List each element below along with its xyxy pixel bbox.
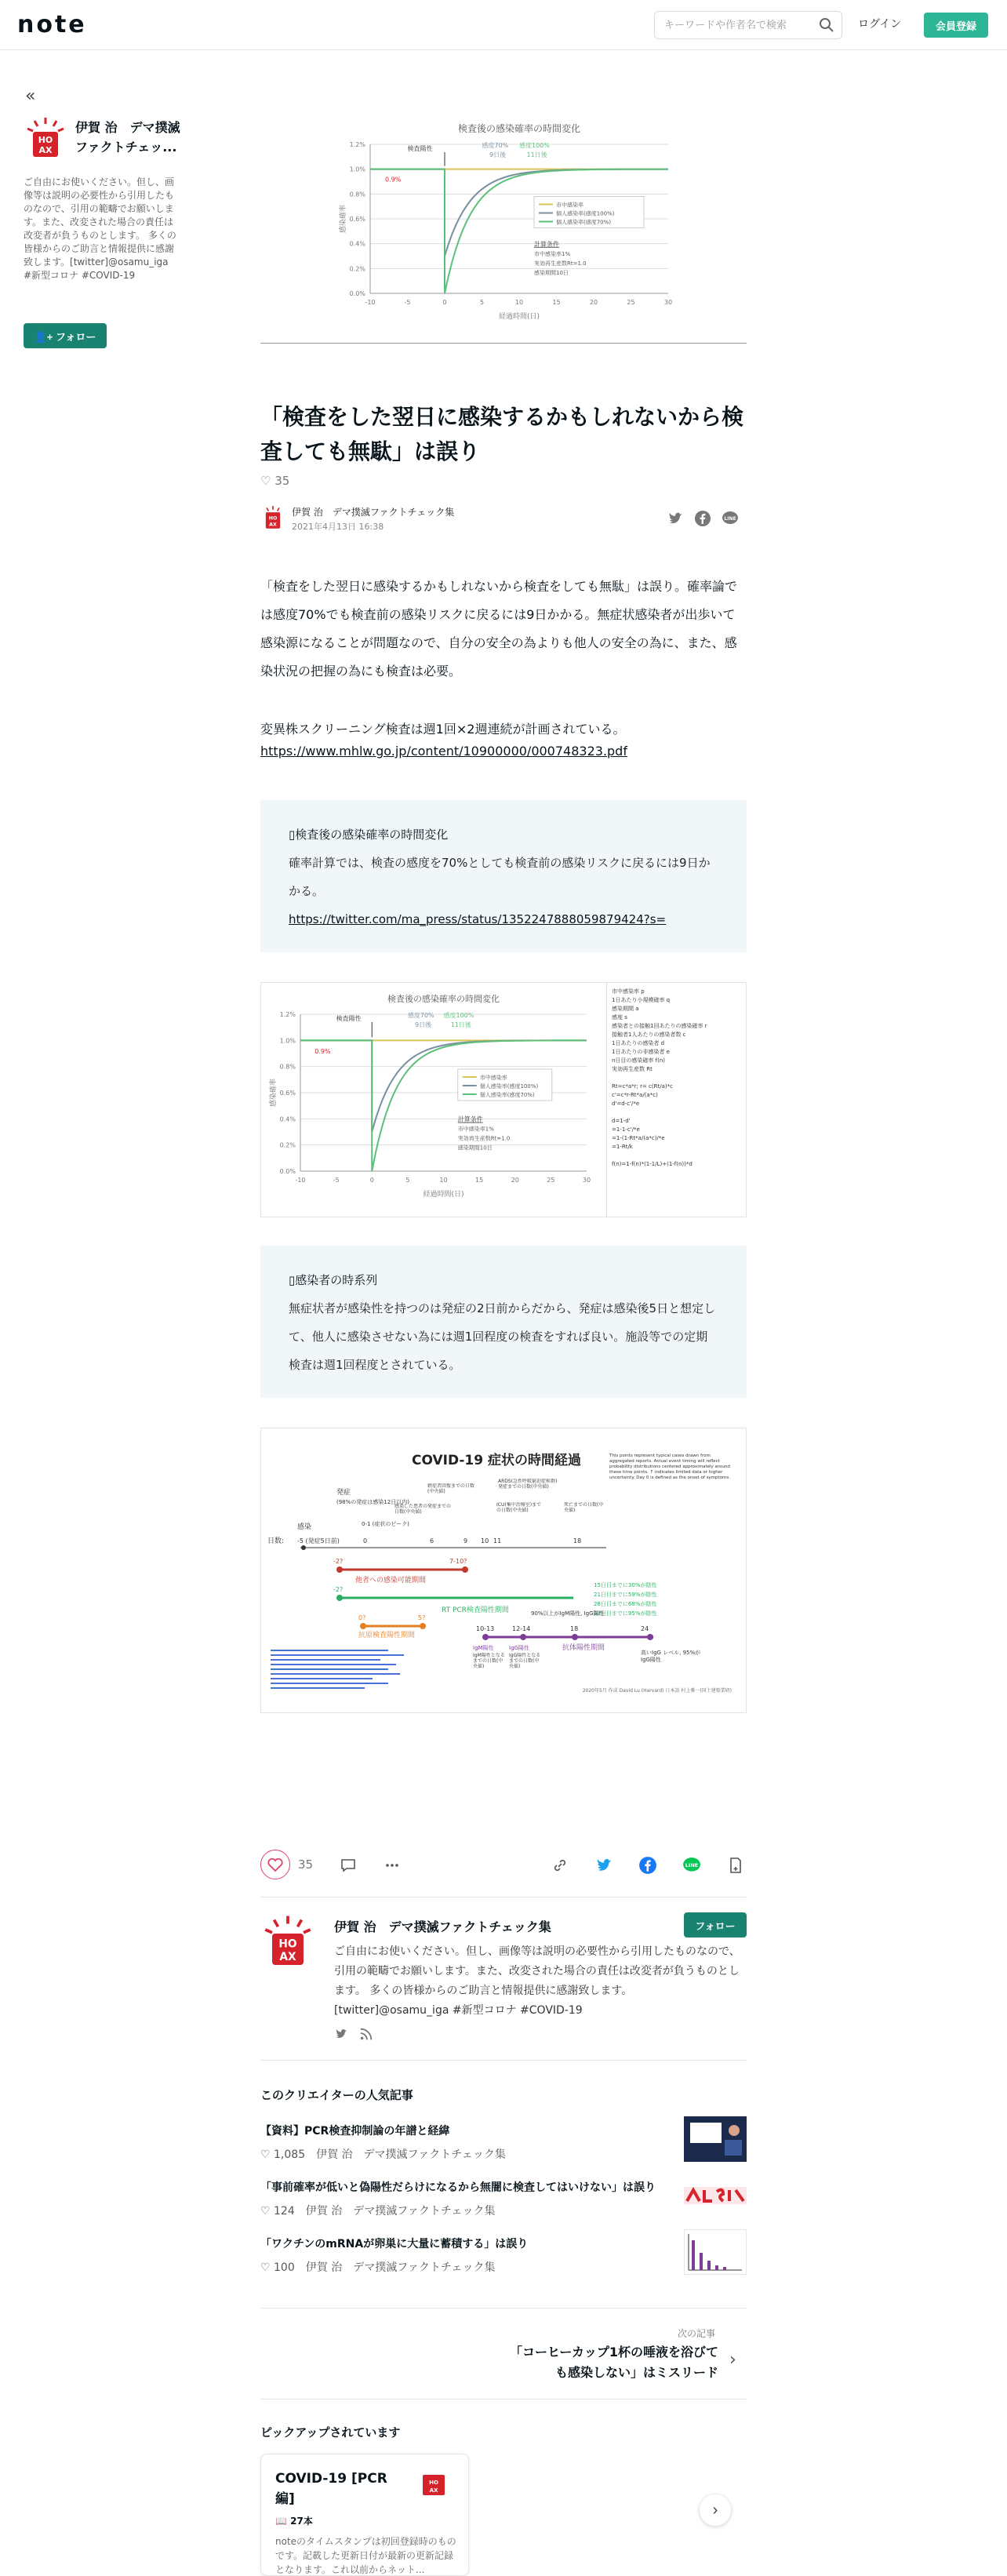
day-9: 9	[464, 1537, 468, 1545]
article-title: 「検査をした翌日に感染するかもしれないから検査しても無駄」は誤り	[260, 404, 744, 464]
formula-line: =1-(1-Rt*a/(a*c)/*e	[612, 1135, 665, 1141]
heart-icon	[261, 1850, 289, 1879]
ab-day-24: 24	[641, 1625, 649, 1632]
twitter-status-link[interactable]: https://twitter.com/ma_press/status/1352247888059879424?s=	[289, 912, 667, 926]
bio-text: ご自由にお使いください。但し、画像等は説明の必要性から引用したものなので、引用の範疇でお願いします。また、改変された場合の責任は改変者が負うものとします。 多くの皆様からのご助言と情報提供に感謝致します。[twitter]@osamu_iga #新型コロナ #COVID-19	[334, 1945, 740, 2017]
login-button[interactable]: ログイン	[858, 17, 902, 30]
formula-line: 1日あたりの感染者 d	[612, 1040, 665, 1046]
magazine-thumbnail	[412, 2469, 456, 2503]
x-tick-label: 15	[552, 299, 561, 306]
article-paragraph-2	[260, 715, 747, 759]
bookmark-icon[interactable]	[726, 1856, 745, 1875]
annotation-sens100: 感度100%	[443, 1012, 474, 1019]
formula-line: 感染者との接触1回あたりの感染確率 r	[612, 1023, 707, 1029]
creator-card-avatar[interactable]	[260, 1914, 315, 1969]
x-tick-label: 5	[479, 299, 485, 306]
pcr-start: -2?	[333, 1586, 344, 1593]
embedded-chart	[261, 983, 606, 1217]
paragraph-text: 変異株スクリーニング検査は週1回×2週連続が計画されている。	[260, 722, 626, 737]
twitter-icon[interactable]	[667, 510, 684, 527]
creator-card-name[interactable]: 伊賀 治 デマ撲滅ファクトチェック集	[334, 1919, 551, 1934]
annotation-11days: 11日後	[450, 1021, 471, 1028]
like-button[interactable]	[260, 1850, 290, 1879]
calc-line: 感染期間10日	[457, 1144, 493, 1152]
svg-text:HO: HO	[278, 1937, 297, 1951]
rt-pcr-label: RT PCR検査陽性期間	[442, 1606, 509, 1614]
chart-title: 検査後の感染確率の時間変化	[457, 123, 581, 134]
infection-probability-figure	[260, 982, 747, 1217]
article-paragraph-1: 「検査をした翌日に感染するかもしれないから検査をしても無駄」は誤り。確率論では感度70%でも検査前の感染リスクに戻るには9日かかる。無症状感染者が出歩いて感染源になることが問題なので、自分の安全の為よりも他人の安全の為に、また、感染状況の把握の為にも検査は必要。	[260, 579, 738, 679]
formula-line: =1-Rt/k	[612, 1144, 633, 1150]
magazine-count	[275, 2514, 313, 2527]
heart-outline-icon: ♡	[260, 2148, 274, 2161]
formula-line: n日目の感染確率 f(n)	[612, 1057, 666, 1064]
publish-date: 2021年4月13日 16:38	[292, 522, 384, 532]
chevron-right-icon: ›	[712, 2501, 718, 2519]
symptom-peak: 0-1 (症状のピーク)	[362, 1521, 409, 1527]
facebook-icon[interactable]	[638, 1856, 657, 1875]
follow-label: フォロー	[56, 330, 96, 343]
series-sens100-line	[370, 169, 668, 293]
like-count-top[interactable]	[260, 474, 747, 488]
line-icon[interactable]	[722, 510, 739, 527]
annotation-test: 検査陽性	[407, 145, 433, 152]
pcr-result-4: 33日目までに95%が陰性	[594, 1610, 657, 1617]
day-infection: -5 (発症5日前)	[297, 1537, 340, 1545]
author: 伊賀 治 デマ撲滅ファクトチェック集	[316, 2148, 506, 2161]
popular-article-title[interactable]: 「事前確率が低いと偽陽性だらけになるから無闇に検査してはいけない」は誤り	[260, 2181, 656, 2194]
calc-line: 実効再生産数Rt=1.0	[457, 1135, 511, 1142]
annotation-sens70: 感度70%	[482, 142, 509, 149]
annotation-test: 検査陽性	[336, 1015, 362, 1022]
creator-card-follow-button[interactable]: フォロー	[684, 1912, 747, 1937]
next-article-title[interactable]: 「コーヒーカップ1杯の唾液を浴びても感染しない」はミスリード	[509, 2345, 718, 2380]
article-thumbnail[interactable]	[684, 2229, 747, 2275]
formula-line	[612, 1074, 741, 1082]
popular-article-meta	[260, 2146, 506, 2162]
annotation-09: 0.9%	[385, 176, 402, 184]
annotation-09: 0.9%	[314, 1048, 331, 1055]
pct90-note: 90%以上がIgM陽性, IgG陽性	[531, 1610, 605, 1617]
search-icon[interactable]	[819, 17, 834, 33]
antibody-label: 抗体陽性期間	[562, 1644, 605, 1652]
day-10: 10	[481, 1537, 489, 1545]
pcr-result-3: 28日目までに68%が陰性	[594, 1601, 657, 1607]
x-tick-label: 5	[405, 1177, 410, 1184]
pcr-result-2: 21日目までに59%が陰性	[594, 1592, 657, 1598]
y-tick-label: 0.6%	[349, 216, 365, 223]
calc-line: 実効再生産数Rt=1.0	[534, 260, 587, 267]
chart-title: 検査後の感染確率の時間変化	[387, 994, 500, 1004]
popular-article[interactable]	[260, 2236, 747, 2283]
calc-line: 市中感染率1%	[457, 1126, 494, 1133]
y-tick-label: 0.6%	[279, 1090, 296, 1097]
popular-article-meta	[260, 2259, 496, 2275]
formula-panel	[606, 983, 746, 1217]
contag-end: 7-10?	[449, 1558, 467, 1565]
antigen-start: 0?	[358, 1614, 366, 1621]
rss-icon[interactable]	[359, 2027, 373, 2041]
infection-label: 感染	[297, 1523, 312, 1531]
article-thumbnail[interactable]	[684, 2173, 747, 2218]
popular-article[interactable]	[260, 2179, 747, 2226]
y-tick-label: 0.2%	[349, 265, 365, 273]
x-axis-label: 経過時間(日)	[498, 313, 540, 321]
formula-line: d'=d-c'/*e	[612, 1101, 640, 1107]
series-sens100-line	[300, 1040, 587, 1171]
y-axis-label: 感染確率	[270, 1078, 278, 1108]
day-18: 18	[573, 1537, 582, 1545]
y-tick-label: 0.8%	[349, 191, 365, 198]
onset-label: 発症	[336, 1489, 351, 1497]
contagious-label: 他者への感染可能期間	[355, 1577, 427, 1585]
x-tick-label: 15	[475, 1177, 484, 1184]
formula-line: 1日あたり小規模確率 q	[612, 997, 671, 1003]
ab-day-18: 18	[570, 1625, 579, 1632]
annotation-sens70: 感度70%	[407, 1012, 434, 1019]
book-icon: 📖	[275, 2516, 291, 2527]
legend-label: 個人感染率(感度100%)	[479, 1083, 539, 1090]
twitter-icon[interactable]	[334, 2027, 348, 2041]
covid-timeline-diagram: COVID-19 症状の時間経過 This points represent typical cases drawn from aggregated reports. Actual event timing will reflect probability distributions centered approximately around these time points. ↑ indicates limited data or higher uncertainty. Day 0 is defined as the onset of symptoms. 日数: 感染 発症 (98%の発症は感染12日以内) -5 (発症5日前) 0 6 9 10 11 18 0-1 (症状のピーク) 感染した患者の発症までの日数(中央値) 軽症者回復までの日数(中央値) ICU(集中治療室)までの日数(中央値) ARDS(急性呼吸窮迫症候群)発症までの日数(中央値) 死亡までの日数(中央値) -2? 7-10? 他者への感染可能期間 -2? RT PCR検査陽性期間 15日目までに30%が陰性 21日目までに59%が陰性 28日目までに68%が陰性 33日目までに95%が陰性 0? 5? 抗原検査陽性期間 10-13 12-14 18 24 90%以上がIgM陽性, IgG陽性 IgM陽性 IgG陽性 抗体陽性期間 IgM陽性となるまでの日数(中央値) IgG陽性となるまでの日数(中央値) 高いIgG レベル, 95%がIgG陽性 2020年5月 作成 David Lu (Harvard) 日本語 村上雅一(国土建築業研)	[261, 1428, 746, 1712]
antigen-end: 5?	[418, 1614, 426, 1621]
legend-label: 個人感染率(感度70%)	[479, 1092, 535, 1098]
x-axis-label: 経過時間(日)	[423, 1191, 464, 1199]
collapse-sidebar-icon[interactable]: «	[25, 86, 36, 106]
timeline-note: This points represent typical cases drawn from aggregated reports. Actual event timing will reflect probability distributions centered approximately around these time points. ↑ indicates limited data or higher uncertainty. Day 0 is defined as the onset of symptoms.	[609, 1454, 731, 1480]
legend-label: 個人感染率(感度100%)	[556, 210, 615, 217]
magazine-title[interactable]: COVID-19 [PCR編]	[275, 2471, 387, 2507]
svg-text:AX: AX	[279, 1950, 296, 1963]
formula-line: 実効再生産数 Rt	[612, 1066, 653, 1072]
svg-text:HO: HO	[38, 135, 53, 145]
social-links	[334, 2027, 747, 2048]
formula-line	[612, 1152, 741, 1160]
formula-line: 感染期間 a	[612, 1006, 639, 1012]
sidebar-follow-button[interactable]	[24, 323, 107, 348]
creator-card-bio	[334, 1942, 747, 2048]
annotation-11days: 11日後	[526, 151, 547, 158]
x-tick-label: 20	[589, 299, 598, 306]
author-avatar[interactable]	[260, 505, 285, 530]
heart-outline-icon: ♡	[260, 2205, 274, 2218]
y-tick-label: 0.2%	[279, 1141, 296, 1149]
calc-line: 感染期間10日	[534, 269, 569, 276]
svg-text:AX: AX	[269, 522, 277, 528]
twitter-icon[interactable]	[594, 1856, 613, 1875]
legend-label: 市中感染率	[479, 1075, 507, 1081]
pcr-result-1: 15日目までに30%が陰性	[594, 1582, 657, 1588]
x-tick-label: 30	[582, 1177, 591, 1184]
carousel-next-button[interactable]	[700, 2494, 731, 2526]
contag-start: -2?	[333, 1558, 344, 1565]
likes: 1,085	[274, 2148, 306, 2161]
creator-name[interactable]: 伊賀 治 デマ撲滅ファクトチェッ...	[75, 120, 180, 155]
hero-chart	[260, 100, 747, 344]
antigen-label: 抗原検査陽性期間	[358, 1632, 416, 1639]
formula-line: 1日あたりの非感染者 e	[612, 1049, 670, 1055]
covid-timeline-figure	[260, 1428, 747, 1713]
signup-button[interactable]: 会員登録	[924, 13, 988, 38]
note-logo[interactable]: note	[17, 11, 87, 38]
y-tick-label: 0.8%	[279, 1063, 296, 1071]
day-6: 6	[430, 1537, 434, 1545]
x-tick-label: 25	[547, 1177, 555, 1184]
formula-line: 接触者1人あたりの感染者数 c	[612, 1031, 686, 1038]
formula-line: f(n)=1-f(n)*(1-1/L)+(1-f(n))*d	[612, 1161, 693, 1167]
magazine-description: noteのタイムスタンプは初回登録時のものです。記載した更新日付が最新の更新記録となります。これ以前からネット...	[275, 2536, 456, 2575]
calc-title: 計算条件	[534, 240, 559, 248]
x-tick-label: 30	[663, 299, 673, 306]
divider	[260, 2399, 747, 2400]
formula-line	[612, 1108, 741, 1117]
x-tick-label: 20	[511, 1177, 519, 1184]
y-tick-label: 1.2%	[349, 141, 365, 148]
more-icon[interactable]	[383, 1856, 402, 1875]
svg-text:LINE: LINE	[685, 1862, 699, 1869]
popular-article-title[interactable]: 「ワクチンのmRNAが卵巣に大量に蓄積する」は誤り	[260, 2238, 529, 2250]
author: 伊賀 治 デマ撲滅ファクトチェック集	[305, 2205, 496, 2218]
calc-line: 市中感染率1%	[534, 250, 571, 257]
day-11: 11	[493, 1537, 502, 1545]
y-tick-label: 1.2%	[279, 1011, 296, 1018]
quote-block-2	[260, 1246, 747, 1398]
y-tick-label: 0.4%	[279, 1115, 296, 1123]
igm-label: IgM陽性	[473, 1645, 494, 1651]
author: 伊賀 治 デマ撲滅ファクトチェック集	[305, 2261, 496, 2274]
popular-heading: このクリエイターの人気記事	[260, 2088, 413, 2102]
magazine-card[interactable]	[260, 2454, 469, 2576]
y-tick-label: 0.4%	[349, 240, 365, 248]
x-tick-label: 25	[627, 299, 635, 306]
x-tick-label: -10	[295, 1177, 306, 1184]
line-icon[interactable]	[682, 1856, 701, 1875]
formula-line: 感度 s	[612, 1014, 627, 1021]
likes: 100	[274, 2261, 295, 2274]
search-input[interactable]	[654, 11, 842, 39]
y-tick-label: 1.0%	[279, 1037, 296, 1045]
creator-bio: ご自由にお使いください。但し、画像等は説明の必要性から引用したものなので、引用の範疇でお願いします。また、改変された場合の責任は改変者が負うものとします。 多くの皆様からのご助言と情報提供に感謝致します。[twitter]@osamu_iga #新型コロナ #COVID-19	[24, 176, 176, 281]
creator-avatar[interactable]	[24, 116, 67, 160]
onset-note: (98%の発症は感染12日以内)	[336, 1499, 409, 1505]
mhlw-link[interactable]: https://www.mhlw.go.jp/content/10900000/000748323.pdf	[260, 744, 627, 759]
annotation-9days: 9日後	[415, 1021, 432, 1028]
x-tick-label: 0	[442, 299, 447, 306]
annotation-sens100: 感度100%	[519, 142, 550, 149]
timeline-title: COVID-19 症状の時間経過	[411, 1453, 582, 1468]
quote-title: ▯感染者の時系列	[289, 1273, 378, 1287]
igg-label: IgG陽性	[509, 1645, 529, 1651]
user-plus-icon: 👤+	[34, 330, 56, 343]
heart-outline-icon[interactable]: ♡	[260, 474, 275, 488]
hero-image	[260, 100, 747, 344]
comment-icon[interactable]	[339, 1856, 358, 1875]
like-count: 35	[298, 1857, 314, 1872]
annotation-9days: 9日後	[489, 151, 507, 158]
quote-body: 確率計算では、検査の感度を70%としても検査前の感染リスクに戻るには9日かかる。	[289, 856, 711, 898]
day-label: 日数:	[267, 1537, 285, 1545]
day-0: 0	[363, 1537, 368, 1545]
pickup-heading: ピックアップされています	[260, 2425, 401, 2440]
formula-line: Rt=c*a*r; r= c(Rt/a)*c	[612, 1083, 673, 1090]
svg-text:LINE: LINE	[724, 516, 736, 522]
facebook-icon[interactable]	[694, 510, 711, 527]
y-tick-label: 0.0%	[279, 1168, 296, 1175]
svg-text:HO: HO	[429, 2480, 438, 2486]
link-icon[interactable]	[551, 1856, 569, 1875]
igm-days: 10-13	[476, 1625, 495, 1632]
count-value: 27本	[290, 2516, 313, 2527]
author-name[interactable]: 伊賀 治 デマ撲滅ファクトチェック集	[292, 507, 455, 518]
svg-text:AX: AX	[429, 2487, 438, 2494]
x-tick-label: 10	[514, 299, 524, 306]
igg-days: 12-14	[512, 1625, 531, 1632]
legend-label: 市中感染率	[556, 202, 583, 209]
popular-article-meta	[260, 2203, 496, 2218]
popular-article[interactable]	[260, 2123, 747, 2170]
next-label: 次の記事	[678, 2328, 716, 2339]
formula-line: c'=c*r-Rt*a/(a*c)	[612, 1092, 658, 1098]
divider	[260, 2308, 747, 2309]
quote-body: 無症状者が感染性を持つのは発症の2日前からだから、発症は感染後5日と想定して、他人に感染させない為には週1回程度の検査をすれば良い。施設等での定期検査は週1回程度とされている。	[289, 1301, 716, 1372]
top-bar	[0, 0, 1007, 50]
formula-line: =1-1-c'/*e	[612, 1126, 640, 1133]
divider	[260, 2060, 747, 2061]
popular-article-title[interactable]: 【資料】PCR検査抑制論の年譜と経緯	[260, 2125, 450, 2138]
svg-text:HO: HO	[268, 515, 278, 522]
timeline-credit: 2020年5月 作成 David Lu (Harvard) 日本語 村上雅一(国土建築業研)	[582, 1688, 732, 1694]
article-thumbnail[interactable]	[684, 2116, 747, 2162]
x-tick-label: 10	[439, 1177, 448, 1184]
svg-text:AX: AX	[38, 145, 53, 155]
x-tick-label: -5	[333, 1177, 340, 1184]
quote-title: ▯検査後の感染確率の時間変化	[289, 828, 449, 842]
formula-line: 市中感染率 p	[612, 988, 645, 995]
heart-outline-icon: ♡	[260, 2261, 274, 2274]
x-tick-label: -5	[404, 299, 411, 306]
quote-block-1	[260, 800, 747, 952]
chevron-right-icon[interactable]: ›	[729, 2350, 736, 2370]
legend-label: 個人感染率(感度70%)	[556, 219, 612, 226]
y-tick-label: 1.0%	[349, 166, 365, 173]
x-tick-label: -10	[365, 299, 376, 306]
y-tick-label: 0.0%	[349, 290, 365, 297]
x-tick-label: 0	[369, 1177, 374, 1184]
like-count-value: 35	[274, 474, 290, 488]
formula-line: d=1-d'	[612, 1118, 631, 1124]
calc-title: 計算条件	[457, 1115, 483, 1123]
y-axis-label: 感染確率	[340, 204, 347, 234]
likes: 124	[274, 2205, 295, 2218]
